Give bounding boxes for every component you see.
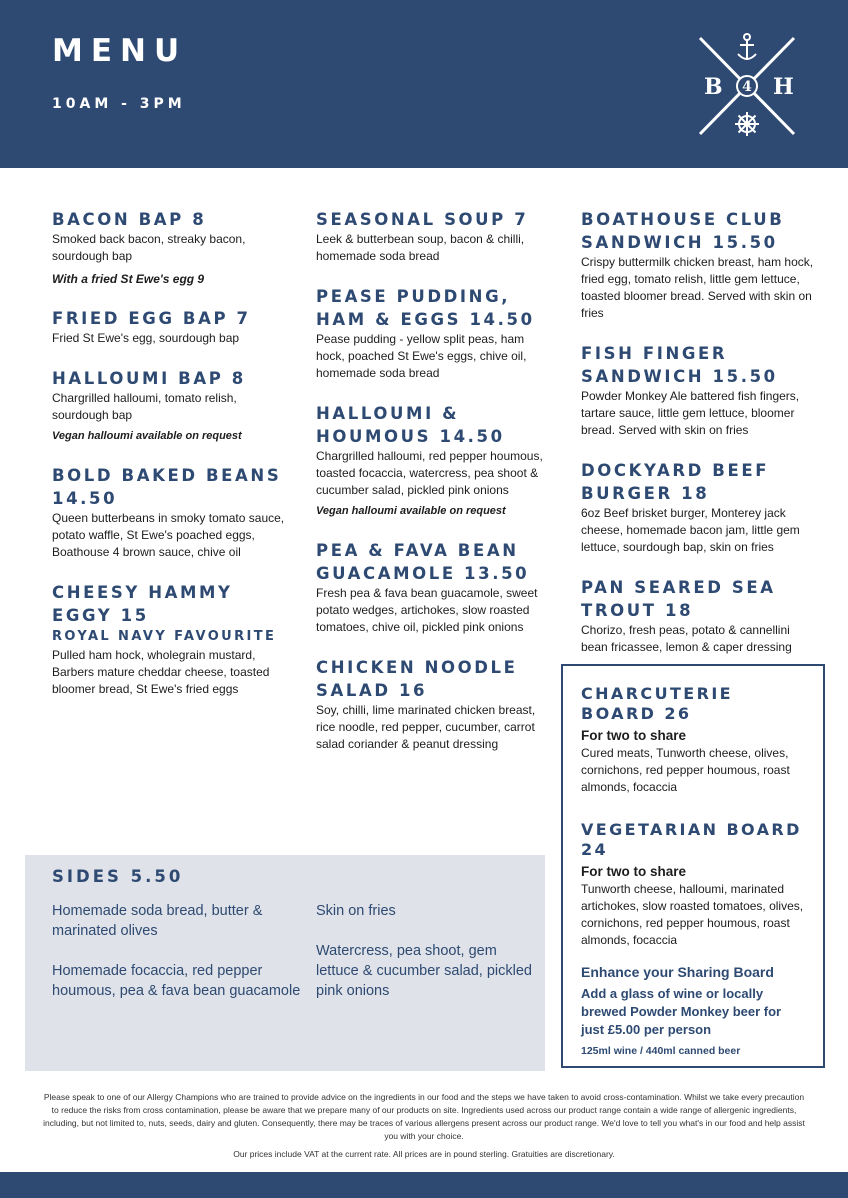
item-title: PEASE PUDDING, HAM & EGGS 14.50: [316, 287, 535, 329]
item-title: DOCKYARD BEEF BURGER 18: [581, 461, 770, 503]
item-note: With a fried St Ewe's egg 9: [52, 272, 205, 286]
item-title: SEASONAL SOUP 7: [316, 210, 529, 229]
enhance-title: Enhance your Sharing Board: [581, 964, 774, 980]
menu-item: [581, 208, 816, 322]
menu-item: [52, 208, 292, 287]
item-title: PEA & FAVA BEAN GUACAMOLE 13.50: [316, 541, 530, 583]
side-item: Skin on fries: [316, 903, 396, 919]
item-title: HALLOUMI BAP 8: [52, 369, 246, 388]
sharing-boards-box: [561, 664, 825, 1068]
menu-item: [316, 285, 548, 382]
side-item: Watercress, pea shoot, gem lettuce & cucumber salad, pickled pink onions: [316, 943, 532, 999]
item-description: Pulled ham hock, wholegrain mustard, Barbers mature cheddar cheese, toasted bloomer bread, St Ewe's fried eggs: [52, 648, 270, 696]
item-description: Powder Monkey Ale battered fish fingers, tartare sauce, little gem lettuce, bloomer bread. Served with skin on fries: [581, 389, 800, 437]
menu-item: [316, 208, 548, 265]
board-title: CHARCUTERIE BOARD 26: [581, 684, 734, 723]
opening-hours: 10AM - 3PM: [52, 96, 186, 112]
item-description: Chargrilled halloumi, red pepper houmous, toasted focaccia, watercress, pea shoot & cucumber salad, pickled pink onions: [316, 449, 543, 497]
board-description: Cured meats, Tunworth cheese, olives, cornichons, red pepper houmous, roast almonds, focaccia: [581, 746, 790, 794]
board-title: VEGETARIAN BOARD 24: [581, 820, 802, 859]
item-title: BOLD BAKED BEANS 14.50: [52, 466, 282, 508]
item-title: CHEESY HAMMY EGGY 15: [52, 583, 233, 625]
item-title: BOATHOUSE CLUB SANDWICH 15.50: [581, 210, 785, 252]
menu-column-1: [52, 208, 292, 718]
item-title: HALLOUMI & HOUMOUS 14.50: [316, 404, 505, 446]
footer-bar: [0, 1172, 848, 1198]
share-label: For two to share: [581, 728, 687, 743]
menu-title: MENU: [52, 33, 188, 69]
item-description: Crispy buttermilk chicken breast, ham hock, fried egg, tomato relish, little gem lettuce, toasted bloomer bread. Served with skin on fries: [581, 255, 814, 320]
side-item: Homemade soda bread, butter & marinated olives: [52, 903, 263, 939]
sides-column-left: [52, 901, 302, 1021]
item-title: BACON BAP 8: [52, 210, 207, 229]
allergy-disclaimer: Please speak to one of our Allergy Champions who are trained to provide advice on the ingredients in our food and the steps we have taken to avoid cross-contamination. Whilst we take every precaution to reduce the risks from cross contamination, please be aware that we prepare many of our products on site. Ingredients used across our product range contain a wide range of allergenic ingredients, including, but not limited to, nuts, seeds, dairy and gluten. Consequently, there may be traces of various allergens present across our product range. We'd love to tell you what's in our food and help assist you with your choice.: [43, 1092, 805, 1141]
logo-letter-b: B: [704, 74, 723, 100]
item-subtitle: ROYAL NAVY FAVOURITE: [52, 629, 277, 644]
item-title: FISH FINGER SANDWICH 15.50: [581, 344, 778, 386]
item-description: Fried St Ewe's egg, sourdough bap: [52, 331, 240, 345]
menu-item: [52, 464, 292, 561]
menu-item: [316, 539, 548, 636]
item-description: Leek & butterbean soup, bacon & chilli, homemade soda bread: [316, 232, 525, 263]
item-description: Smoked back bacon, streaky bacon, sourdough bap: [52, 232, 246, 263]
menu-item: [581, 576, 816, 656]
board-item-charcuterie: [581, 684, 805, 796]
item-description: Queen butterbeans in smoky tomato sauce, potato waffle, St Ewe's poached eggs, Boathouse 4 brown sauce, chive oil: [52, 511, 285, 559]
header-banner: [0, 0, 848, 168]
sides-panel: [25, 855, 545, 1071]
logo-letter-h: H: [773, 74, 794, 100]
board-item-vegetarian: [581, 820, 805, 949]
board-description: Tunworth cheese, halloumi, marinated artichokes, slow roasted tomatoes, olives, cornichons, red pepper houmous, roast almonds, focaccia: [581, 882, 804, 947]
item-description: Chorizo, fresh peas, potato & cannellini bean fricassee, lemon & caper dressing: [581, 623, 792, 654]
menu-item: [52, 581, 292, 698]
enhance-note: 125ml wine / 440ml canned beer: [581, 1045, 741, 1057]
item-description: Pease pudding - yellow split peas, ham hock, poached St Ewe's eggs, chive oil, homemade soda bread: [316, 332, 527, 380]
item-title: CHICKEN NOODLE SALAD 16: [316, 658, 518, 700]
item-description: Fresh pea & fava bean guacamole, sweet potato wedges, artichokes, slow roasted tomatoes, chive oil, pickled pink onions: [316, 586, 538, 634]
menu-column-3: [581, 208, 816, 676]
side-item: Homemade focaccia, red pepper houmous, pea & fava bean guacamole: [52, 963, 301, 999]
sides-column-right: [316, 901, 541, 1021]
logo-number: 4: [742, 79, 752, 95]
item-note: Vegan halloumi available on request: [316, 505, 506, 517]
menu-item: [316, 656, 548, 753]
menu-item: [316, 402, 548, 519]
menu-column-2: [316, 208, 548, 773]
item-description: 6oz Beef brisket burger, Monterey jack cheese, homemade bacon jam, little gem lettuce, sourdough bap, skin on fries: [581, 506, 800, 554]
anchor-icon: [738, 34, 756, 60]
item-note: Vegan halloumi available on request: [52, 430, 242, 442]
item-description: Chargrilled halloumi, tomato relish, sourdough bap: [52, 391, 237, 422]
item-title: PAN SEARED SEA TROUT 18: [581, 578, 776, 620]
enhance-body: Add a glass of wine or locally brewed Powder Monkey beer for just £5.00 per person: [581, 986, 782, 1037]
item-title: FRIED EGG BAP 7: [52, 309, 251, 328]
menu-item: [52, 307, 292, 347]
item-description: Soy, chilli, lime marinated chicken breast, rice noodle, red pepper, cucumber, carrot salad coriander & peanut dressing: [316, 703, 536, 751]
vat-notice: Our prices include VAT at the current rate. All prices are in pound sterling. Gratuities are discretionary.: [233, 1149, 615, 1159]
boathouse-logo: [694, 30, 800, 142]
menu-item: [52, 367, 292, 444]
menu-item: [581, 459, 816, 556]
ships-wheel-icon: [735, 112, 759, 136]
sides-title: SIDES 5.50: [52, 867, 184, 886]
menu-item: [581, 342, 816, 439]
share-label: For two to share: [581, 864, 687, 879]
